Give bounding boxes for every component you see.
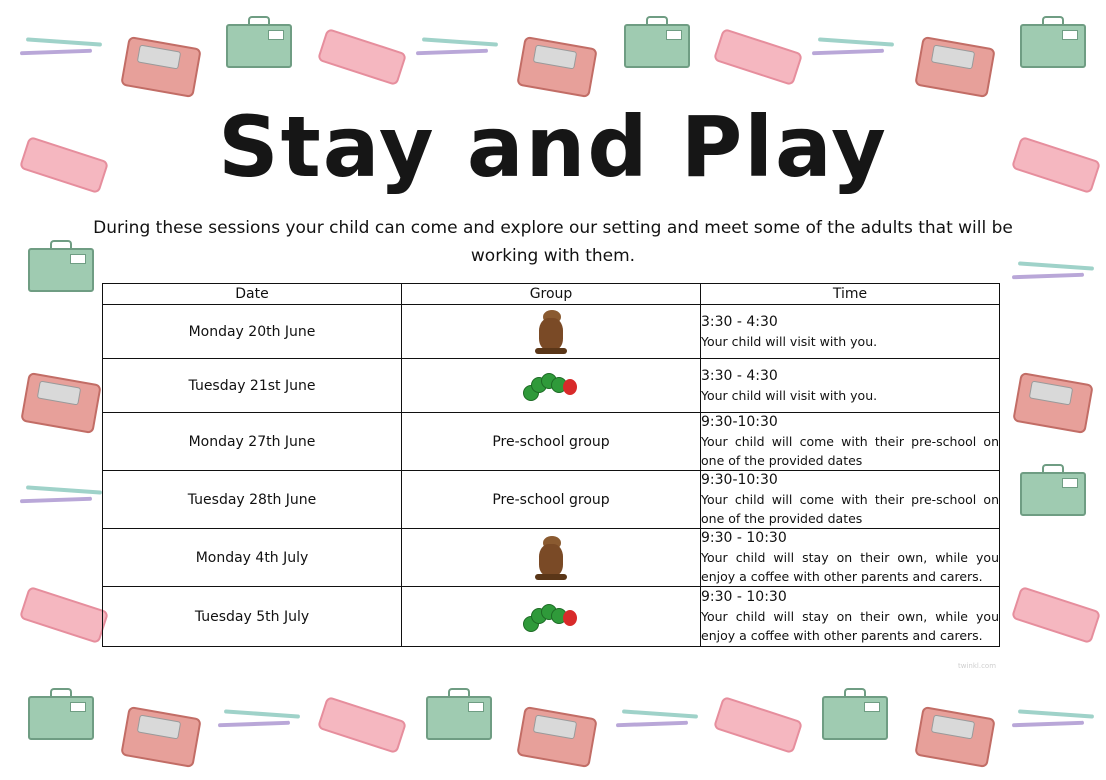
- sharpener-icon: [914, 30, 992, 94]
- time-note: Your child will come with their pre-school on one of the provided dates: [701, 434, 999, 468]
- sharpener-icon: [914, 700, 992, 764]
- time-cell: [701, 359, 1000, 413]
- pencils-icon: [812, 36, 894, 60]
- pencils-icon: [1012, 708, 1094, 732]
- gruffalo-icon: [531, 308, 571, 356]
- table-row: [103, 471, 1000, 529]
- sharpener-icon: [120, 30, 198, 94]
- sharpener-icon: [1012, 366, 1090, 430]
- eraser-icon: [713, 28, 803, 86]
- eraser-icon: [317, 28, 407, 86]
- book-bag-icon: [28, 688, 92, 738]
- intro-text: During these sessions your child can come and explore our setting and meet some of the adults that will be working with them.: [93, 218, 1013, 266]
- time-value: 3:30 - 4:30: [701, 313, 778, 330]
- group-cell: [402, 587, 701, 647]
- sharpener-icon: [120, 700, 198, 764]
- pencils-icon: [20, 36, 102, 60]
- time-note: Your child will stay on their own, while you enjoy a coffee with other parents and carers.: [701, 609, 999, 643]
- table-row: [103, 529, 1000, 587]
- eraser-icon: [1011, 586, 1101, 644]
- book-bag-icon: [1020, 464, 1084, 514]
- group-cell: [402, 305, 701, 359]
- table-row: [103, 359, 1000, 413]
- header-group: Group: [402, 284, 701, 305]
- time-value: 9:30-10:30: [701, 472, 778, 488]
- book-bag-icon: [426, 688, 490, 738]
- eraser-icon: [317, 696, 407, 754]
- sharpener-icon: [516, 700, 594, 764]
- time-cell: [701, 471, 1000, 529]
- book-bag-icon: [1020, 16, 1084, 66]
- group-cell: Pre-school group: [402, 413, 701, 471]
- table-row: [103, 413, 1000, 471]
- date-cell: Tuesday 5th July: [103, 587, 402, 647]
- eraser-icon: [19, 586, 109, 644]
- date-cell: Tuesday 28th June: [103, 471, 402, 529]
- group-cell: [402, 529, 701, 587]
- table-row: [103, 305, 1000, 359]
- group-cell: [402, 359, 701, 413]
- date-cell: Monday 20th June: [103, 305, 402, 359]
- pencils-icon: [416, 36, 498, 60]
- time-cell: [701, 587, 1000, 647]
- table-header-row: [103, 284, 1000, 305]
- gruffalo-icon: [531, 534, 571, 582]
- time-value: 3:30 - 4:30: [701, 367, 778, 384]
- time-cell: [701, 529, 1000, 587]
- sessions-table: [102, 283, 1000, 647]
- eraser-icon: [713, 696, 803, 754]
- time-value: 9:30 - 10:30: [701, 589, 787, 605]
- table-row: [103, 587, 1000, 647]
- pencils-icon: [218, 708, 300, 732]
- credit-text: twinkl.com: [958, 662, 997, 670]
- time-note: Your child will visit with you.: [701, 333, 878, 349]
- pencils-icon: [616, 708, 698, 732]
- time-cell: [701, 305, 1000, 359]
- header-date: Date: [103, 284, 402, 305]
- page-title: Stay and Play: [218, 98, 888, 196]
- time-value: 9:30-10:30: [701, 414, 778, 430]
- time-value: 9:30 - 10:30: [701, 530, 787, 546]
- sharpener-icon: [20, 366, 98, 430]
- book-bag-icon: [822, 688, 886, 738]
- pencils-icon: [20, 484, 102, 508]
- time-cell: [701, 413, 1000, 471]
- group-cell: Pre-school group: [402, 471, 701, 529]
- time-note: Your child will come with their pre-school on one of the provided dates: [701, 492, 999, 526]
- time-note: Your child will visit with you.: [701, 387, 878, 403]
- date-cell: Tuesday 21st June: [103, 359, 402, 413]
- date-cell: Monday 4th July: [103, 529, 402, 587]
- sharpener-icon: [516, 30, 594, 94]
- book-bag-icon: [624, 16, 688, 66]
- caterpillar-icon: [523, 371, 579, 401]
- date-cell: Monday 27th June: [103, 413, 402, 471]
- book-bag-icon: [226, 16, 290, 66]
- time-note: Your child will stay on their own, while you enjoy a coffee with other parents and carers.: [701, 550, 999, 584]
- caterpillar-icon: [523, 602, 579, 632]
- header-time: Time: [701, 284, 1000, 305]
